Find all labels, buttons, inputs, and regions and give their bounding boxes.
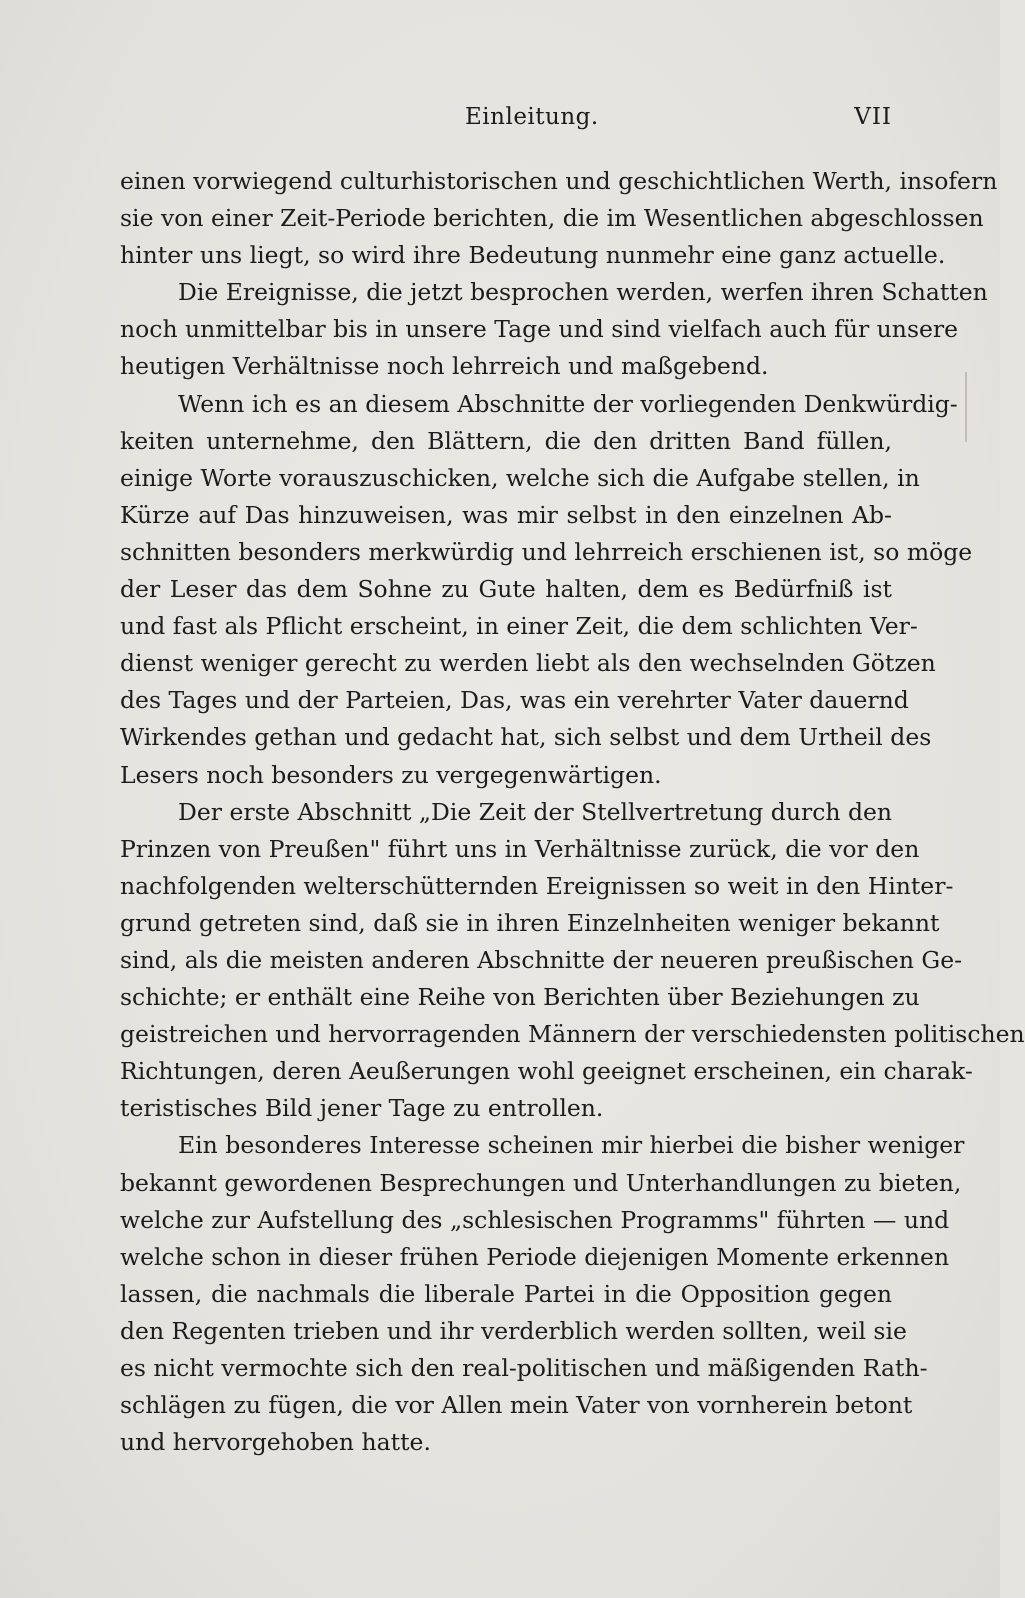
text-line: den Regenten trieben und ihr verderblich werden sollten, weil sie	[120, 1316, 907, 1345]
text-line: Ein besonderes Interesse scheinen mir hierbei die bisher weniger	[178, 1131, 965, 1160]
text-line: Richtungen, deren Aeußerungen wohl geeignet erscheinen, ein charak-	[120, 1057, 973, 1086]
text-line: Wirkendes gethan und gedacht hat, sich selbst und dem Urtheil des	[120, 723, 932, 752]
text-line: sie von einer Zeit-Periode berichten, die im Wesentlichen abgeschlossen	[120, 204, 984, 233]
text-line: Kürze auf Das hinzuweisen, was mir selbst in den einzelnen Ab-	[120, 500, 892, 529]
text-line: und fast als Pflicht erscheint, in einer Zeit, die dem schlichten Ver-	[120, 612, 918, 641]
text-line: Wenn ich es an diesem Abschnitte der vorliegenden Denkwürdig-	[178, 389, 958, 418]
text-line: schnitten besonders merkwürdig und lehrreich erschienen ist, so möge	[120, 537, 973, 566]
text-line: welche zur Aufstellung des „schlesischen Programms" führten — und	[120, 1205, 950, 1234]
text-line: sind, als die meisten anderen Abschnitte der neueren preußischen Ge-	[120, 945, 963, 974]
text-line: schichte; er enthält eine Reihe von Berichten über Beziehungen zu	[120, 983, 920, 1012]
text-line: Prinzen von Preußen" führt uns in Verhältnisse zurück, die vor den	[120, 834, 920, 863]
page-edge-mark	[965, 372, 967, 442]
text-line: lassen, die nachmals die liberale Partei in die Opposition gegen	[120, 1279, 892, 1308]
text-line: geistreichen und hervorragenden Männern der verschiedensten politischen	[120, 1020, 1025, 1049]
text-line: dienst weniger gerecht zu werden liebt als den wechselnden Götzen	[120, 649, 936, 678]
text-line: bekannt gewordenen Besprechungen und Unterhandlungen zu bieten,	[120, 1168, 962, 1197]
text-line: der Leser das dem Sohne zu Gute halten, dem es Bedürfniß ist	[120, 575, 892, 604]
text-line: schlägen zu fügen, die vor Allen mein Vater von vornherein betont	[120, 1391, 913, 1420]
text-line: grund getreten sind, daß sie in ihren Einzelnheiten weniger bekannt	[120, 908, 940, 937]
text-line: nachfolgenden welterschütternden Ereignissen so weit in den Hinter-	[120, 871, 954, 900]
text-line: einige Worte vorauszuschicken, welche sich die Aufgabe stellen, in	[120, 463, 920, 492]
page-header	[120, 104, 892, 144]
text-line: Die Ereignisse, die jetzt besprochen werden, werfen ihren Schatten	[178, 278, 988, 307]
text-line: des Tages und der Parteien, Das, was ein verehrter Vater dauernd	[120, 686, 909, 715]
text-line: welche schon in dieser frühen Periode diejenigen Momente erkennen	[120, 1242, 950, 1271]
text-line: und hervorgehoben hatte.	[120, 1428, 431, 1457]
text-line: einen vorwiegend culturhistorischen und geschichtlichen Werth, insofern	[120, 167, 998, 195]
text-line: keiten unternehme, den Blättern, die den dritten Band füllen,	[120, 426, 892, 455]
page-number: VII	[854, 104, 892, 130]
running-title: Einleitung.	[465, 104, 599, 130]
text-line: Lesers noch besonders zu vergegenwärtigen.	[120, 760, 662, 789]
text-line: teristisches Bild jener Tage zu entrollen.	[120, 1094, 604, 1123]
body-text	[120, 163, 1025, 1461]
text-line: Der erste Abschnitt „Die Zeit der Stellvertretung durch den	[178, 797, 893, 826]
text-line: noch unmittelbar bis in unsere Tage und sind vielfach auch für unsere	[120, 315, 959, 344]
text-line: es nicht vermochte sich den real-politischen und mäßigenden Rath-	[120, 1354, 928, 1382]
text-line: hinter uns liegt, so wird ihre Bedeutung nunmehr eine ganz actuelle.	[120, 241, 946, 270]
text-line: heutigen Verhältnisse noch lehrreich und maßgebend.	[120, 352, 769, 381]
